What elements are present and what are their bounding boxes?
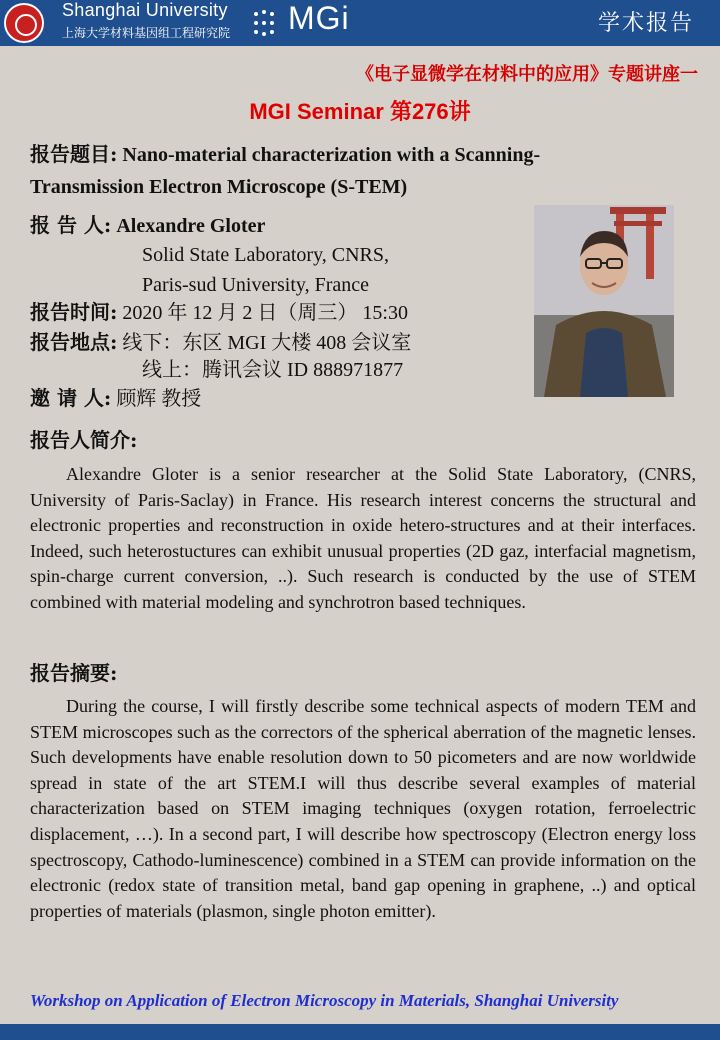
university-seal-logo [4, 3, 44, 43]
header-bar [0, 0, 720, 46]
affiliation-line2: Paris-sud University, France [142, 274, 369, 296]
time-row [30, 296, 408, 329]
talk-title-line1: Nano-material characterization with a Scanning- [122, 144, 541, 166]
speaker-photo [534, 205, 674, 397]
host-value: 顾辉 教授 [116, 388, 202, 410]
workshop-footer: Workshop on Application of Electron Microscopy in Materials, Shanghai University [30, 991, 619, 1010]
talk-title-row [30, 138, 540, 171]
university-name-en: Shanghai University [62, 0, 228, 20]
speaker-row [30, 209, 265, 242]
place-label: 报告地点: [30, 330, 118, 354]
seminar-title: MGI Seminar 第276讲 [249, 99, 471, 124]
speaker-label: 报 告 人: [30, 213, 112, 237]
header-section-title: 学术报告 [597, 11, 694, 36]
host-label: 邀 请 人: [30, 386, 112, 410]
affiliation-line1: Solid State Laboratory, CNRS, [142, 244, 390, 266]
host-row [30, 382, 201, 415]
speaker-portrait-image [534, 205, 674, 397]
mgi-dots-icon [252, 8, 288, 38]
abstract-heading: 报告摘要: [30, 661, 118, 685]
series-title: 《电子显微学在材料中的应用》专题讲座一 [356, 64, 698, 85]
footer-bar [0, 1024, 720, 1040]
time-value: 2020 年 12 月 2 日（周三） 15:30 [122, 302, 408, 324]
talk-title-line2: Transmission Electron Microscope (S-TEM) [30, 176, 408, 198]
mgi-logo-text: MGi [288, 0, 350, 36]
bio-heading: 报告人简介: [30, 428, 138, 452]
time-label: 报告时间: [30, 300, 118, 324]
bio-text: Alexandre Gloter is a senior researcher at the Solid State Laboratory, (CNRS, University of Paris-Saclay) in France. His research interest concerns the structural and electronic properties and reconstruction in oxide hetero-structures and at their interfaces. Indeed, such heterostuctures can exhibit unusual properties (2D gaz, interfacial magnetism, spin-charge current conversion, ..). Such research is conducted by the use of STEM combined with material modeling and synchrotron based techniques. [30, 464, 696, 612]
place-offline: 线下：东区 MGI 大楼 408 会议室 [122, 332, 412, 354]
abstract-text: During the course, I will firstly describe some technical aspects of modern TEM and STEM microscopes such as the correctors of the spherical aberration of the magnetic lenses. Such developments have enable resolution down to 50 picometers and are now worldwide spread in state of the art STEM.I will thus describe several examples of material characterization based on STEM imaging techniques (oxygen rotation, ferroelectric displacement, …). In a second part, I will describe how spectroscopy (Electron energy loss spectroscopy, Cathodo-luminescence) combined in a STEM can provide information on the electronic (redox state of transition metal, band gap opening in graphene, ..) and optical properties of materials (plasmon, single photon emitter). [30, 696, 696, 921]
title-label: 报告题目: [30, 142, 118, 166]
university-name-cn: 上海大学材料基因组工程研究院 [62, 26, 231, 40]
speaker-name: Alexandre Gloter [116, 215, 266, 237]
place-online: 线上：腾讯会议 ID 888971877 [142, 359, 404, 381]
